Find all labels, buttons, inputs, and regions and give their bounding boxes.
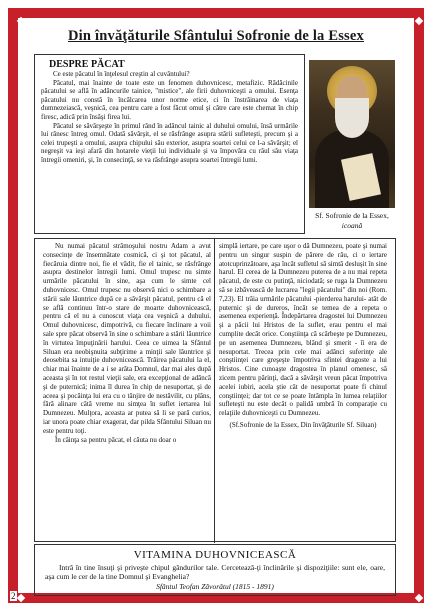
- caption-text: Sf. Sofronie de la Essex,: [315, 211, 389, 220]
- border-ornament: [415, 594, 423, 602]
- source-quote: (Sf.Sofronie de la Essex, Din învăţăturile Sf. Siluan): [229, 420, 377, 429]
- caption-italic: icoană: [341, 221, 363, 230]
- photo-caption: [309, 211, 395, 231]
- border-ornament: [17, 17, 25, 25]
- vitamina-title: VITAMINA DUHOVNICEASCĂ: [133, 549, 297, 561]
- page-number: 2: [11, 591, 16, 601]
- vitamina-box: [34, 544, 396, 596]
- article-paragraph: Păcatul se săvârşeşte în primul rând în adâncul tainic al duhului omului, însă urmările lui rănesc întreg omul. Odată săvârşit, el se răsfrânge asupra stării sufleteşti, precum şi a celei trupeşti a omului, asupra chipului său exterior, asupra soartei celui ce l-a săvârşit; el negreşit va ieşi afară din hotarele vieţii lui individuale şi va împovăra cu răul său viaţa întregii omeniri, şi, în consecinţă, se va răsfrânge asupra soartei întregii lumi.: [41, 121, 298, 164]
- left-column-end: În câinţa sa pentru păcat, el căuta nu doar o: [55, 435, 177, 444]
- saint-icon-image: [309, 60, 395, 208]
- page-title: Din învăţăturile Sfântului Sofronie de la Essex: [68, 28, 364, 44]
- beard-shape: [335, 98, 369, 138]
- left-column-text: Nu numai păcatul strămoşului nostru Adam a avut consecinţe de însemnătate cosmică, ci şi tot păcatul, al fiecăruia dintre noi, fie el vădit, fie el tainic, se răsfrânge asupra destinelor întregii lumi. Omul trupesc nu simte urmările păcatului în sine, aşa cum le simte cel duhovnicesc. Omul trupesc nu observă nici o schimbare a stării sale lăuntrice după ce a săvârşit păcatul, pentru că el se află continuu într-o stare de moarte duhovnicească, pentru că el nu a cunoscut viaţa cea veşnică a duhului. Omul duhovnicesc, dimpotrivă, cu fiecare înclinare a voii sale spre păcat observă în sine o schimbare a stării lăuntrice în virtutea împuţinării harului. Ceea ce uimea la Sfântul Siluan era neobişnuita subţirime a minţii sale lăuntrice şi deosebita sa intuiţie duhovnicească. Trăirea păcatului la el, chiar mai înainte de a i se arăta Domnul, dar mai ales după aceasta şi în tot restul vieţii sale, era excepţional de adâncă şi de puternică; inima îl durea în chip de nesuportat, şi de aceea şi pocăinţa lui era cu o tânjire de nestăvilit, cu plâns, fără alinare câtă vreme nu simţea în suflet iertarea lui Dumnezeu. Mulţora, aceasta ar putea să li se pară curios, iar unora poate chiar exagerat, dar pilda Sfântului Siluan nu este pentru toţi.: [43, 242, 211, 435]
- article-paragraph: Păcatul, mai înainte de toate este un fenomen duhovnicesc, metafizic. Rădăcinile păcatului se află în adâncurile tainice, "mistice", ale firii duhovniceşti a omului. Esenţa păcatului nu constă în încălcarea unor norme etice, ci în înstrăinarea de viaţa dumnezeiască, veşnică, cea pentru care a fost făcut omul şi către care este chemat în chip firesc, adică prin însăşi firea lui.: [41, 78, 298, 121]
- right-column-text: simplă iertare, pe care uşor o dă Dumnezeu, poate şi numai pentru un singur suspin de părere de rău, ci o iertare atotcuprinzătoare, aşa încât sufletul să simtă deslușit în sine harul. El cerea de la Dumnezeu puterea de a nu mai repeta păcatul, de este cu putinţă, niciodată; se ruga la Dumnezeu să se izbăvească de lucrarea "legii păcatului" din noi (Rom. 7,23). El trăia urmările păcatului -pierderea harului- atât de puternic şi de dureros, încât se temea de a repeta o asemenea experienţă. Îndepărtarea dragostei lui Dumnezeu şi a păcii lui Hristos de la suflet, erau pentru el mai cumplite decât orice. Conştiinţa că scârbeşte pe Dumnezeu, pe un asemenea Dumnezeu, blând şi smerit - îi era de nesuportat. Trecea prin cele mai adânci suferinţe ale conştiinţei care greşeşte împotriva sfintei dragoste a lui Hristos. Cine cunoaşte dragostea în planul omenesc, să zicem pentru părinţi, dacă a săvârşit vreun păcat împotriva acelei iubiri, acela ştie cât de nesuportat poate fi chinul conştiinţei; dar tot ce se poate întâmpla în lumea relaţiilor sufleteşti nu este decât o palidă umbră în comparaţie cu relaţiile duhovniceşti cu Dumnezeu.: [219, 242, 387, 418]
- column-divider: [214, 239, 215, 543]
- right-column: [219, 242, 387, 430]
- border-ornament: [415, 17, 423, 25]
- two-column-box: [34, 238, 396, 542]
- left-column: [43, 242, 211, 444]
- article-heading: DESPRE PĂCAT: [49, 59, 125, 70]
- vitamina-author: Sfântul Teofan Zăvorâtul (1815 - 1891): [156, 582, 274, 591]
- border-ornament: [17, 594, 25, 602]
- article-question: Ce este păcatul în înţelesul creştin al cuvântului?: [53, 70, 190, 78]
- vitamina-text: Intră în tine însuţi şi priveşte chipul gândurilor tale. Cercetează-ţi înclinările şi dispoziţiile: sunt ele, oare, aşa cum le cer de la tine Domnul şi Evanghelia?: [45, 563, 385, 581]
- article-intro-box: [34, 54, 305, 234]
